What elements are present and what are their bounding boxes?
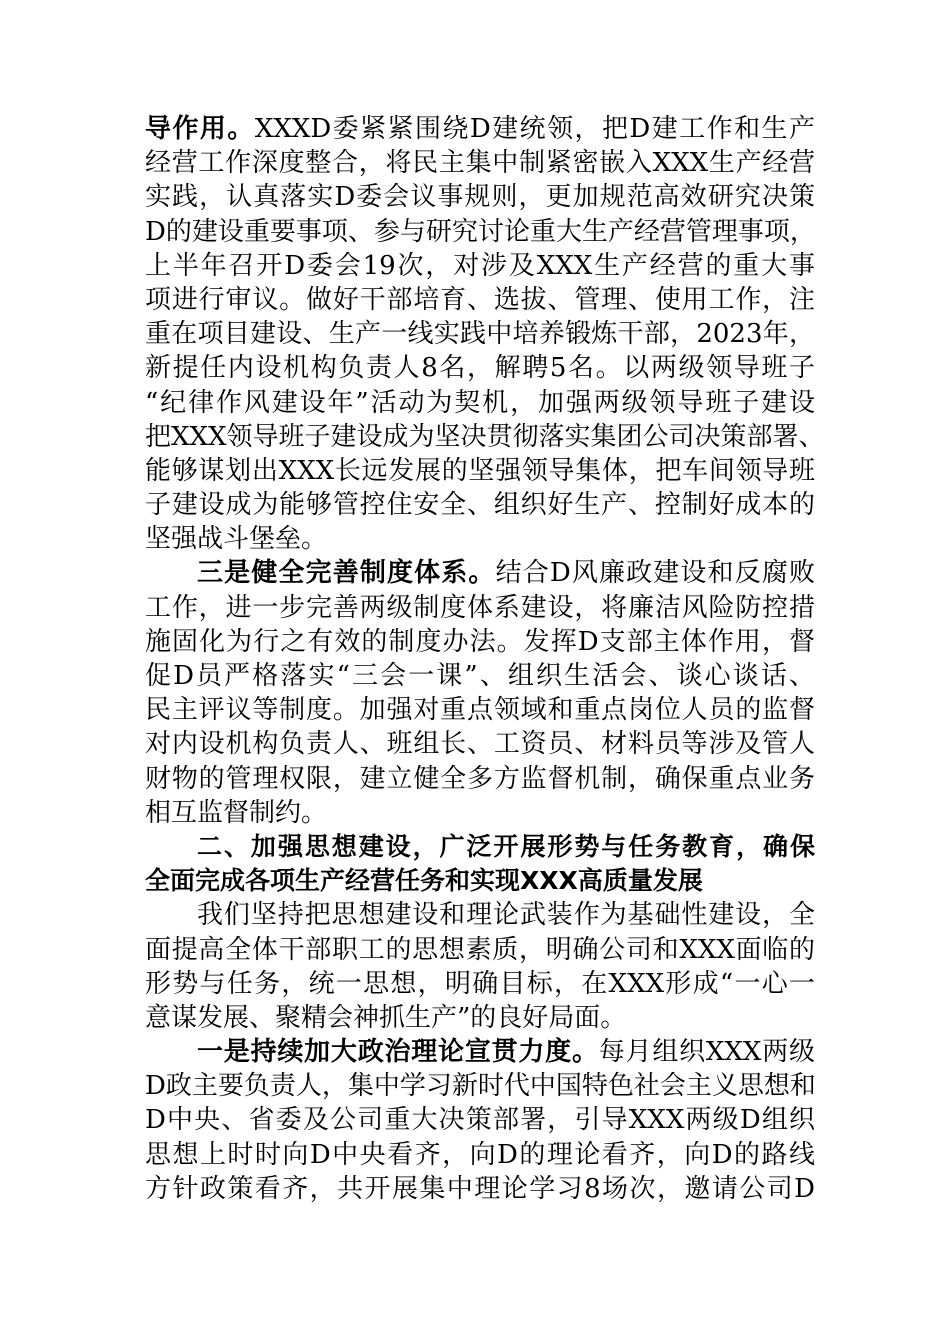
section-heading-line-1: 二、加强思想建设，广泛开展形势与任务教育，确保 (197, 831, 815, 861)
para4-line: 思想上时时向D中央看齐，向D的理论看齐，向D的路线 (145, 1139, 815, 1170)
section-heading-line-2: 全面完成各项生产经营任务和实现XXX高质量发展 (145, 866, 703, 896)
para1-line-1-text: XXXD委紧紧围绕D建统领，把D建工作和生产 (254, 114, 815, 144)
para3-line: 面提高全体干部职工的思想素质，明确公司和XXX面临的 (145, 934, 815, 965)
para2-line-1-text: 结合D风廉政建设和反腐败 (495, 558, 815, 589)
para4-line: D政主要负责人，集中学习新时代中国特色社会主义思想和 (145, 1071, 816, 1102)
para3-line-1: 我们坚持把思想建设和理论武装作为基础性建设，全 (197, 900, 815, 931)
para2-line: 施固化为行之有效的制度办法。发挥D支部主体作用，督 (145, 626, 815, 657)
para2-line: 工作，进一步完善两级制度体系建设，将廉洁风险防控措 (145, 592, 815, 623)
para2-line: 相互监督制约。 (145, 797, 328, 828)
para1-line: 子建设成为能够管控住安全、组织好生产、控制好成本的 (145, 490, 815, 521)
para2-line-1 (145, 556, 815, 590)
para4-line: D中央、省委及公司重大决策部署，引导XXX两级D组织 (145, 1105, 815, 1136)
para1-line: 上半年召开D委会19次，对涉及XXX生产经营的重大事 (145, 250, 815, 281)
para1-line: 把XXX领导班子建设成为坚决贯彻落实集团公司决策部署、 (145, 421, 825, 452)
para4-bold-lead: 一是持续加大政治理论宣贯力度。 (197, 1037, 599, 1068)
para3-line: 形势与任务，统一思想，明确目标，在XXX形成“一心一 (145, 968, 815, 999)
para1-line: 能够谋划出XXX长远发展的坚强领导集体，把车间领导班 (145, 455, 815, 486)
para1-line: 项进行审议。做好干部培育、选拔、管理、使用工作，注 (145, 284, 815, 315)
para2-line: 财物的管理权限，建立健全多方监督机制，确保重点业务 (145, 763, 815, 794)
para2-line: 促D员严格落实“三会一课”、组织生活会、谈心谈话、 (145, 661, 815, 691)
para4-line-1-text: 每月组织XXX两级 (598, 1037, 815, 1068)
para1-bold-lead: 导作用。 (145, 114, 255, 144)
para1-line-1 (145, 112, 815, 146)
para2-line: 对内设机构负责人、班组长、工资员、材料员等涉及管人 (145, 729, 815, 760)
para1-line: D的建设重要事项、参与研究讨论重大生产经营管理事项， (145, 216, 816, 247)
para1-line: “纪律作风建设年”活动为契机，加强两级领导班子建设 (145, 387, 815, 418)
para4-line-1 (145, 1035, 815, 1069)
para2-bold-lead: 三是健全完善制度体系。 (197, 558, 496, 589)
para1-line: 实践，认真落实D委会议事规则，更加规范高效研究决策 (145, 182, 815, 213)
para4-line: 方针政策看齐，共开展集中理论学习8场次，邀请公司D (145, 1173, 815, 1204)
document-page (145, 112, 825, 1206)
para1-line: 坚强战斗堡垒。 (145, 524, 328, 555)
para1-line: 经营工作深度整合，将民主集中制紧密嵌入XXX生产经营 (145, 148, 815, 179)
para2-line: 民主评议等制度。加强对重点领域和重点岗位人员的监督 (145, 695, 815, 726)
para1-line: 重在项目建设、生产一线实践中培养锻炼干部，2023年， (145, 319, 815, 350)
para3-line: 意谋发展、聚精会神抓生产”的良好局面。 (145, 1002, 627, 1033)
para1-line: 新提任内设机构负责人8名，解聘5名。以两级领导班子 (145, 353, 815, 384)
